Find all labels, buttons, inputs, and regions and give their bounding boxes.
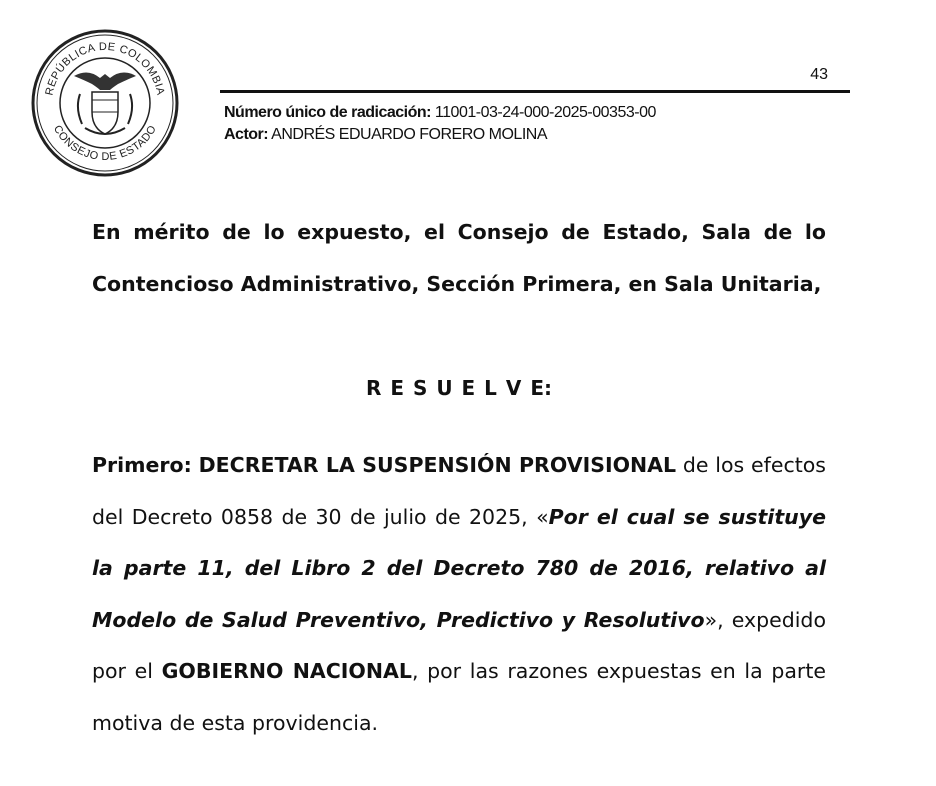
primero-text-a: de los efectos del Decreto 0858 de 30 de julio de 2025, « <box>92 453 826 529</box>
intro-paragraph: En mérito de lo expuesto, el Consejo de Estado, Sala de lo Contencioso Administrativo, Sección Primera, en Sala Unitaria, <box>92 220 826 296</box>
entity-name: GOBIERNO NACIONAL <box>161 659 412 683</box>
svg-text:CONSEJO DE ESTADO: CONSEJO DE ESTADO <box>50 123 160 164</box>
actor-line <box>224 126 547 144</box>
radicacion-line <box>224 104 656 122</box>
radicacion-label: Número único de radicación: <box>224 104 431 121</box>
svg-text:REPÚBLICA DE COLOMBIA: REPÚBLICA DE COLOMBIA <box>43 40 167 97</box>
consejo-de-estado-seal <box>30 28 180 178</box>
actor-value: ANDRÉS EDUARDO FORERO MOLINA <box>268 126 547 143</box>
primero-text-b: », expedido por el <box>92 607 826 683</box>
primero-action: DECRETAR LA SUSPENSIÓN PROVISIONAL <box>198 453 677 477</box>
header-rule <box>220 90 850 93</box>
resuelve-heading: R E S U E L V E: <box>366 376 552 400</box>
actor-label: Actor: <box>224 126 269 143</box>
page-number: 43 <box>810 66 828 83</box>
radicacion-value: 11001-03-24-000-2025-00353-00 <box>430 104 656 121</box>
decree-title-quote: Por el cual se sustituye la parte 11, del Libro 2 del Decreto 780 de 2016, relativo al Modelo de Salud Preventivo, Predictivo y Resolutivo <box>92 504 826 632</box>
primero-text-c: , por las razones expuestas en la parte motiva de esta providencia. <box>92 659 826 735</box>
primero-label: Primero: <box>92 453 192 477</box>
primero-paragraph <box>92 440 826 749</box>
